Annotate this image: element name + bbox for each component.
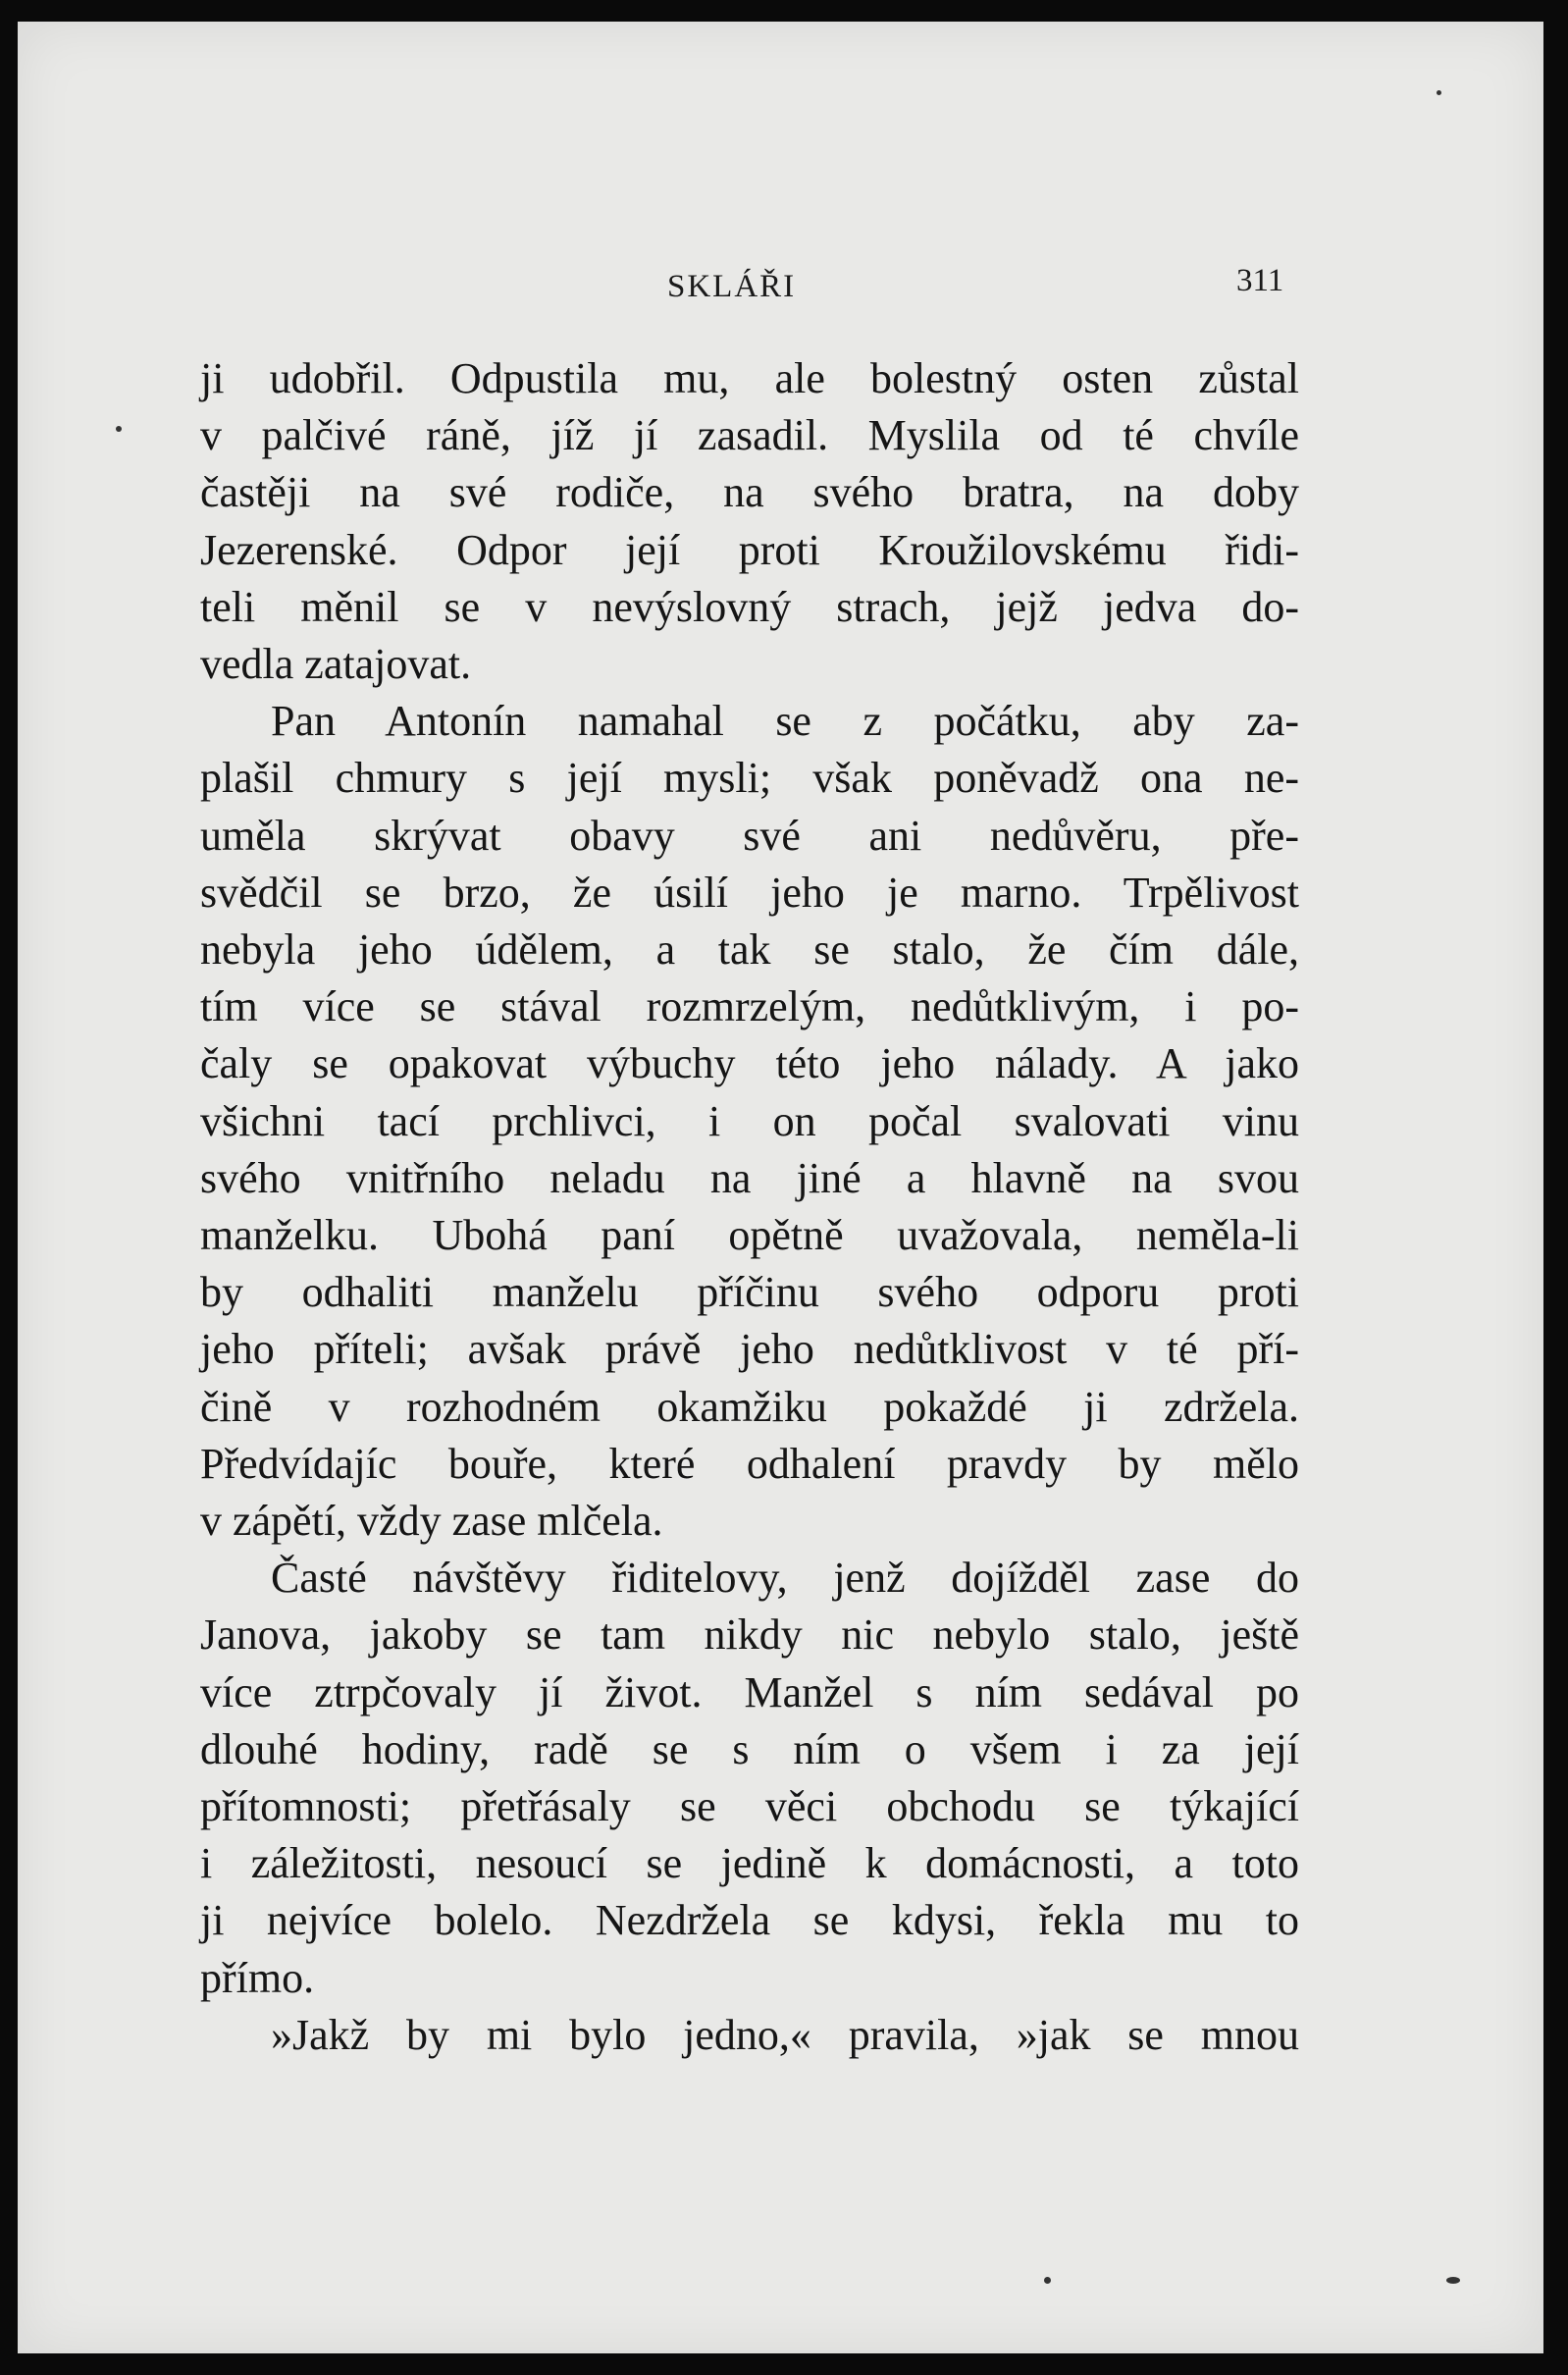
text-line: Předvídajíc bouře, které odhalení pravdy by mělo (200, 1439, 1299, 1488)
text-line: v palčivé ráně, jíž jí zasadil. Myslila od té chvíle (200, 411, 1299, 460)
text-line: vedla zatajovat. (200, 640, 472, 689)
text-line: všichni tací prchlivci, i on počal svalovati vinu (200, 1096, 1299, 1145)
text-line: přítomnosti; přetřásaly se věci obchodu se týkající (200, 1782, 1299, 1831)
book-page (18, 22, 1543, 2353)
text-line: Časté návštěvy řiditelovy, jenž dojížděl zase do (271, 1554, 1299, 1603)
text-line: v zápětí, vždy zase mlčela. (200, 1497, 663, 1546)
text-line: by odhaliti manželu příčinu svého odporu proti (200, 1268, 1299, 1317)
text-line: manželku. Ubohá paní opětně uvažovala, neměla-li (200, 1211, 1299, 1260)
text-line: čině v rozhodném okamžiku pokaždé ji zdržela. (200, 1382, 1299, 1431)
text-line: dlouhé hodiny, radě se s ním o všem i za její (200, 1724, 1299, 1773)
scan-speck (1446, 2277, 1460, 2284)
text-line: více ztrpčovaly jí život. Manžel s ním sedával po (200, 1667, 1299, 1716)
text-line: »Jakž by mi bylo jedno,« pravila, »jak se mnou (271, 2010, 1299, 2059)
text-line: Jezerenské. Odpor její proti Kroužilovskému řidi- (200, 525, 1299, 574)
running-title: SKLÁŘI (667, 269, 797, 304)
text-line: uměla skrývat obavy své ani nedůvěru, pře- (200, 811, 1299, 860)
text-line: nebyla jeho údělem, a tak se stalo, že čím dále, (200, 925, 1299, 975)
text-line: ji nejvíce bolelo. Nezdržela se kdysi, řekla mu to (200, 1896, 1299, 1945)
text-line: častěji na své rodiče, na svého bratra, na doby (200, 468, 1299, 517)
text-line: Janova, jakoby se tam nikdy nic nebylo stalo, ještě (200, 1610, 1299, 1660)
text-line: svědčil se brzo, že úsilí jeho je marno. Trpělivost (200, 868, 1299, 917)
text-line: teli měnil se v nevýslovný strach, jejž jedva do- (200, 582, 1299, 631)
text-line: čaly se opakovat výbuchy této jeho nálady. A jako (200, 1039, 1299, 1088)
scan-speck (1437, 90, 1441, 95)
page-number: 311 (1236, 263, 1284, 298)
text-line: Pan Antonín namahal se z počátku, aby za- (271, 697, 1299, 746)
text-line: přímo. (200, 1953, 315, 2002)
body-text (200, 350, 1299, 2064)
text-line: jeho příteli; avšak právě jeho nedůtklivost v té pří- (200, 1325, 1299, 1374)
scan-speck (1044, 2277, 1051, 2284)
text-line: tím více se stával rozmrzelým, nedůtklivým, i po- (200, 982, 1299, 1031)
text-line: ji udobřil. Odpustila mu, ale bolestný osten zůstal (200, 354, 1299, 402)
text-line: i záležitosti, nesoucí se jedině k domácnosti, a toto (200, 1839, 1299, 1888)
text-line: plašil chmury s její mysli; však poněvadž ona ne- (200, 754, 1299, 803)
scan-speck (116, 426, 122, 432)
text-line: svého vnitřního neladu na jiné a hlavně na svou (200, 1153, 1299, 1202)
